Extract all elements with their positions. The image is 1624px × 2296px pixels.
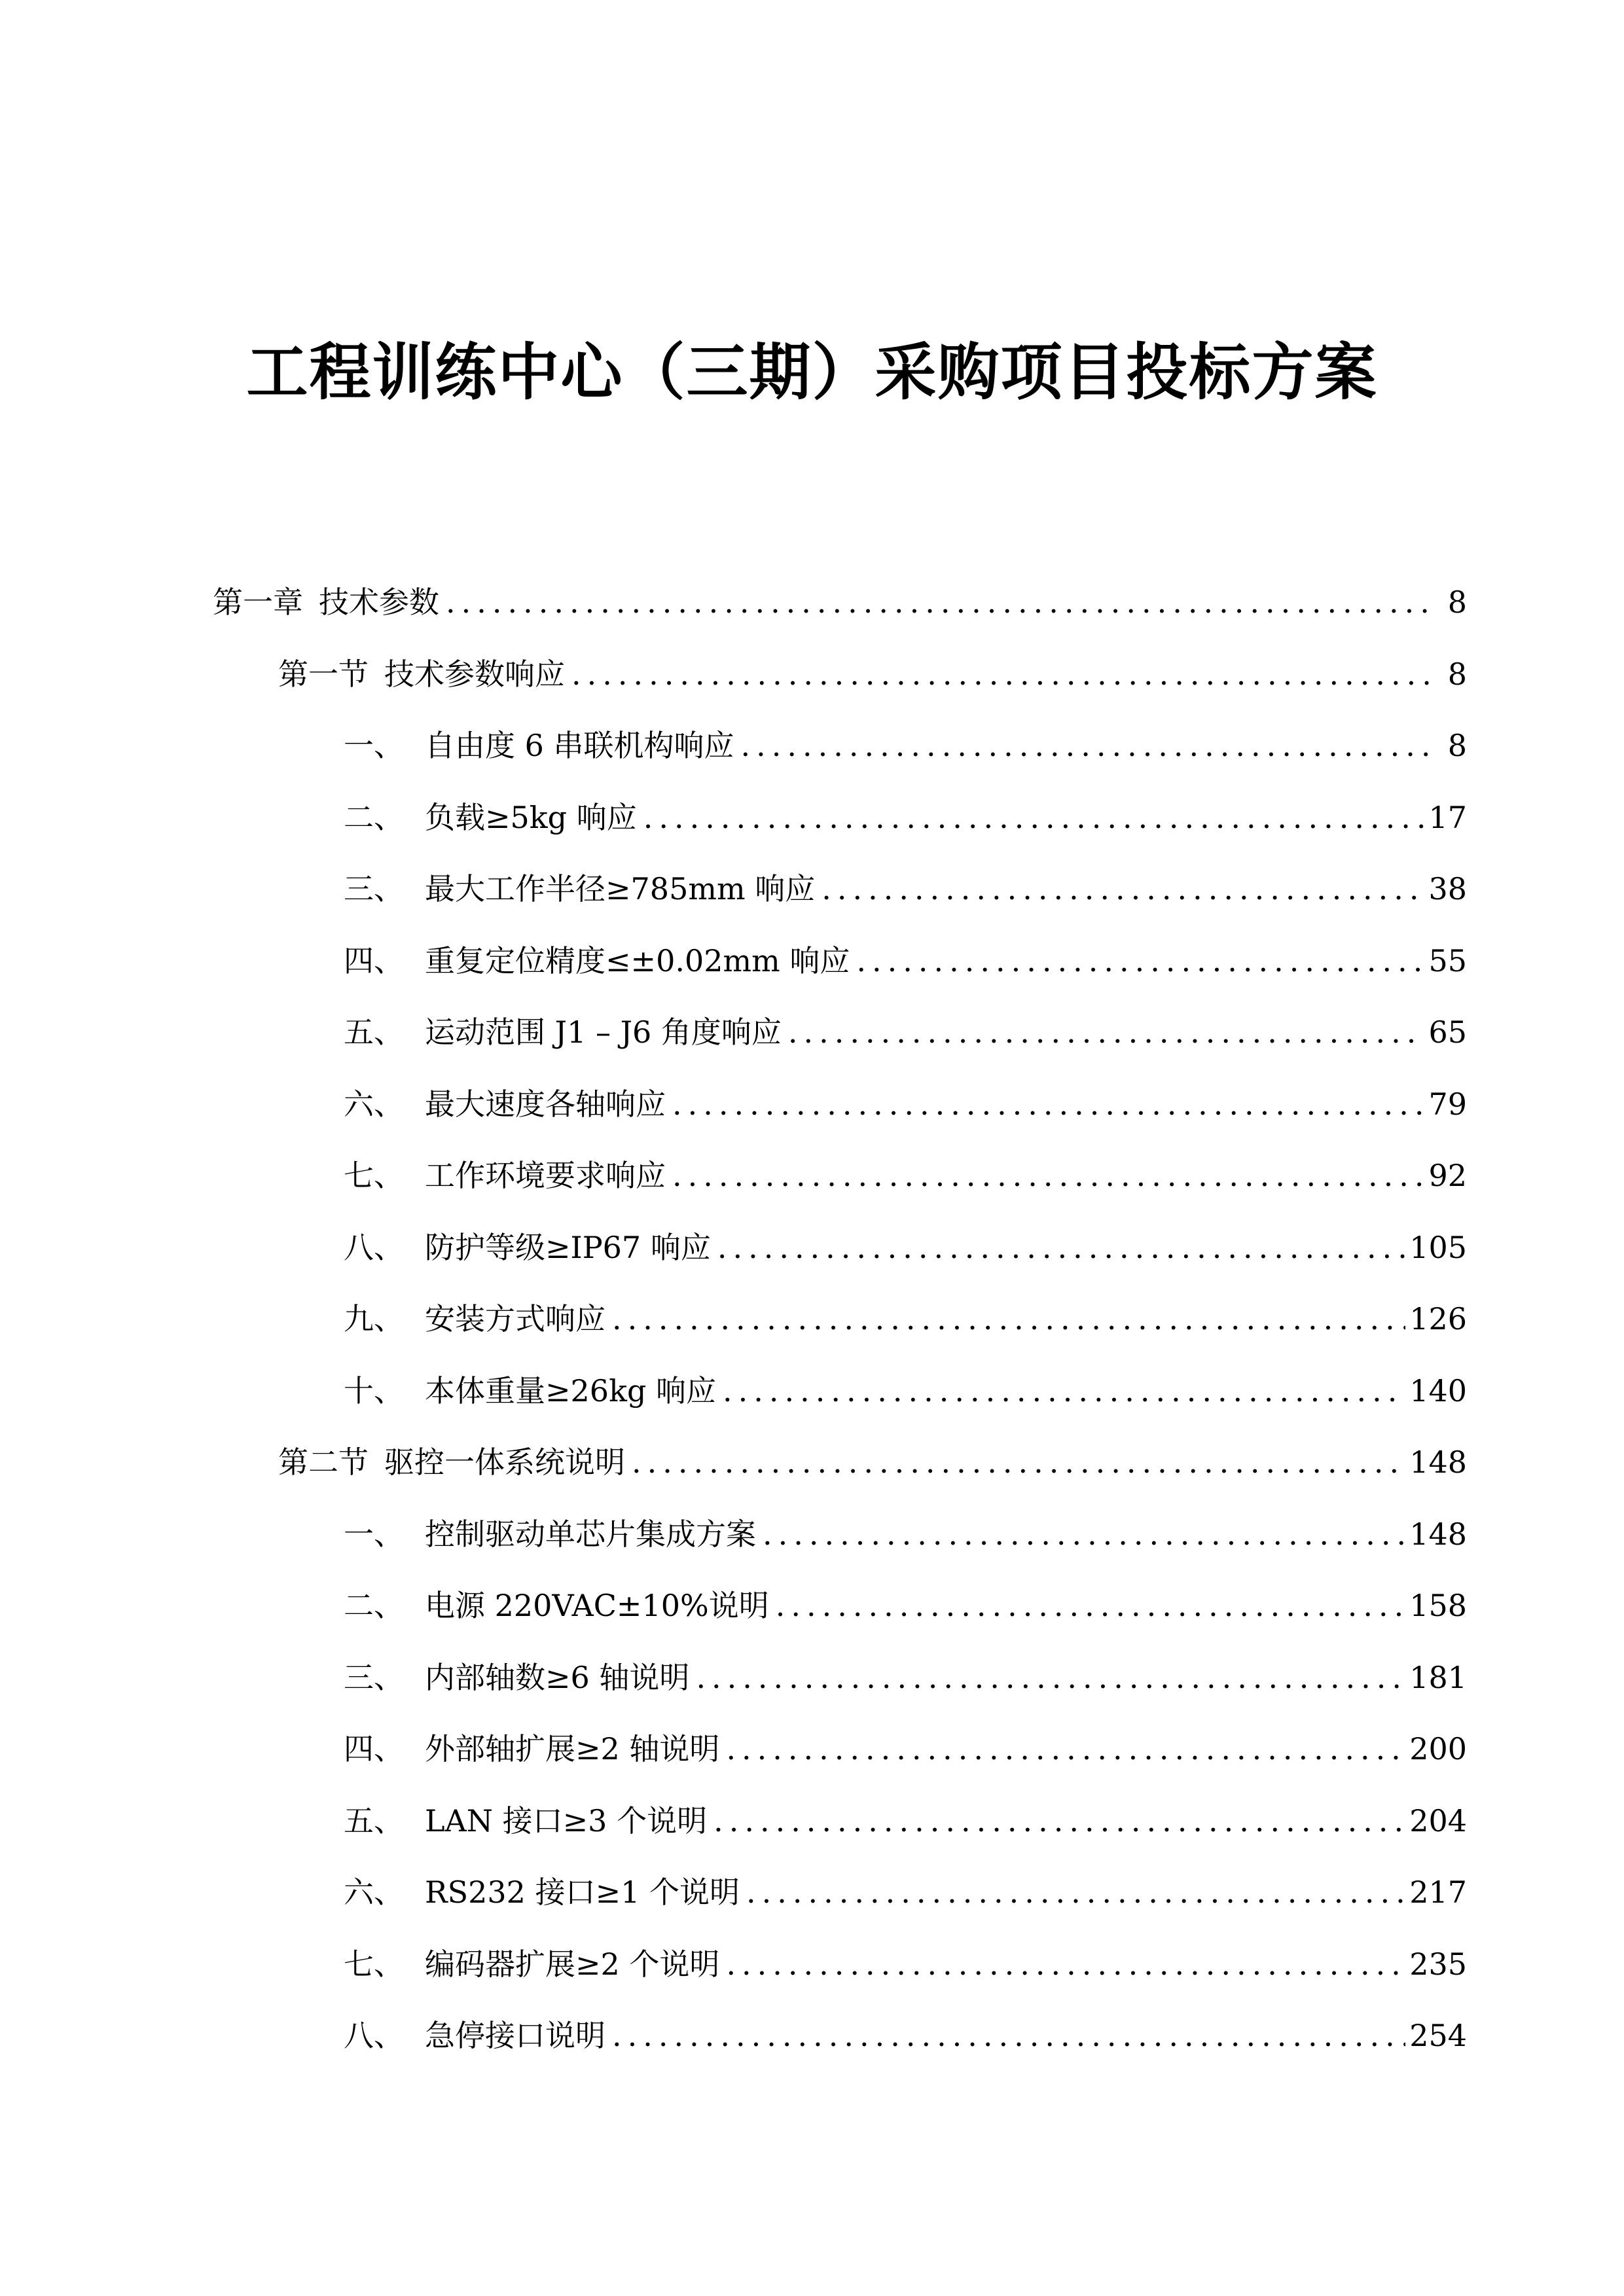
toc-entry-label: 防护等级≥IP67 响应 bbox=[425, 1229, 711, 1265]
toc-entry-label: 外部轴扩展≥2 轴说明 bbox=[425, 1731, 720, 1767]
toc-entry-number: 三、 bbox=[344, 871, 404, 906]
toc-entry-number: 一、 bbox=[344, 1516, 404, 1552]
toc-entry-number: 四、 bbox=[344, 1731, 404, 1767]
toc-leader-dots bbox=[672, 1149, 1424, 1202]
toc-entry-page: 140 bbox=[1409, 1372, 1467, 1408]
toc-entry-page: 55 bbox=[1428, 942, 1467, 978]
toc-entry-page: 92 bbox=[1428, 1158, 1467, 1193]
toc-entry[interactable] bbox=[344, 1078, 1467, 1130]
toc-entry-page: 8 bbox=[1447, 656, 1467, 692]
toc-leader-dots bbox=[643, 791, 1425, 844]
toc-entry-page: 8 bbox=[1447, 584, 1467, 620]
toc-entry-page: 105 bbox=[1409, 1229, 1467, 1265]
toc-leader-dots bbox=[746, 1866, 1405, 1918]
toc-entry-label: RS232 接口≥1 个说明 bbox=[425, 1874, 740, 1910]
toc-entry[interactable] bbox=[344, 1795, 1467, 1847]
toc-leader-dots bbox=[776, 1579, 1405, 1632]
toc-entry-page: 17 bbox=[1428, 799, 1467, 835]
toc-entry-label: 内部轴数≥6 轴说明 bbox=[425, 1659, 690, 1695]
toc-entry-number: 第一章 bbox=[213, 584, 303, 620]
toc-entry-label: 驱控一体系统说明 bbox=[384, 1444, 625, 1480]
toc-entry-page: 38 bbox=[1428, 871, 1467, 906]
toc-entry-label: 技术参数 bbox=[319, 584, 439, 620]
toc-entry-label: 工作环境要求响应 bbox=[425, 1158, 666, 1193]
toc-entry-label: 自由度 6 串联机构响应 bbox=[425, 728, 734, 763]
toc-entry-page: 8 bbox=[1447, 728, 1467, 763]
toc-leader-dots bbox=[612, 2009, 1405, 2062]
toc-entry-page: 200 bbox=[1409, 1731, 1467, 1767]
toc-entry-label: 最大速度各轴响应 bbox=[425, 1086, 666, 1122]
toc-leader-dots bbox=[741, 719, 1437, 772]
toc-entry-page: 181 bbox=[1409, 1659, 1467, 1695]
toc-entry[interactable] bbox=[344, 1365, 1467, 1417]
toc-entry-label: LAN 接口≥3 个说明 bbox=[425, 1803, 708, 1839]
toc-entry[interactable] bbox=[278, 1436, 1467, 1488]
toc-entry-number: 第二节 bbox=[278, 1444, 369, 1480]
toc-entry-number: 六、 bbox=[344, 1086, 404, 1122]
toc-entry-label: 控制驱动单芯片集成方案 bbox=[425, 1516, 756, 1552]
toc-entry[interactable] bbox=[344, 1723, 1467, 1775]
toc-entry[interactable] bbox=[344, 863, 1467, 915]
toc-leader-dots bbox=[726, 1938, 1405, 1990]
toc-entry-page: 204 bbox=[1409, 1803, 1467, 1839]
toc-leader-dots bbox=[723, 1365, 1405, 1417]
toc-entry-page: 217 bbox=[1409, 1874, 1467, 1910]
toc-entry-label: 负载≥5kg 响应 bbox=[425, 799, 637, 835]
toc-entry[interactable] bbox=[344, 2009, 1467, 2062]
toc-entry-number: 四、 bbox=[344, 942, 404, 978]
toc-entry-page: 158 bbox=[1409, 1588, 1467, 1623]
toc-entry-number: 七、 bbox=[344, 1946, 404, 1982]
toc-entry-label: 运动范围 J1 – J6 角度响应 bbox=[425, 1014, 782, 1050]
toc-entry[interactable] bbox=[344, 791, 1467, 844]
toc-leader-dots bbox=[763, 1508, 1405, 1560]
toc-entry-label: 最大工作半径≥785mm 响应 bbox=[425, 871, 816, 906]
toc-entry[interactable] bbox=[213, 576, 1467, 628]
toc-leader-dots bbox=[713, 1795, 1405, 1847]
toc-entry-number: 六、 bbox=[344, 1874, 404, 1910]
toc-entry-number: 五、 bbox=[344, 1014, 404, 1050]
toc-entry[interactable] bbox=[344, 1293, 1467, 1345]
toc-leader-dots bbox=[612, 1293, 1405, 1345]
toc-entry-number: 八、 bbox=[344, 2018, 404, 2053]
toc-entry-number: 八、 bbox=[344, 1229, 404, 1265]
toc-entry-label: 电源 220VAC±10%说明 bbox=[425, 1588, 769, 1623]
toc-entry[interactable] bbox=[344, 719, 1467, 772]
document-title: 工程训练中心（三期）采购项目投标方案 bbox=[246, 337, 1378, 408]
toc-entry-page: 126 bbox=[1409, 1301, 1467, 1336]
toc-entry[interactable] bbox=[344, 1149, 1467, 1202]
toc-leader-dots bbox=[788, 1006, 1425, 1058]
toc-leader-dots bbox=[821, 863, 1424, 915]
toc-entry-page: 65 bbox=[1428, 1014, 1467, 1050]
toc-entry[interactable] bbox=[344, 1508, 1467, 1560]
toc-entry[interactable] bbox=[344, 1221, 1467, 1274]
toc-entry[interactable] bbox=[278, 648, 1467, 700]
toc-leader-dots bbox=[696, 1651, 1405, 1704]
toc-leader-dots bbox=[717, 1221, 1405, 1274]
toc-leader-dots bbox=[726, 1723, 1405, 1775]
toc-entry-number: 十、 bbox=[344, 1372, 404, 1408]
toc-leader-dots bbox=[856, 935, 1424, 987]
toc-leader-dots bbox=[571, 648, 1437, 700]
toc-entry-label: 安装方式响应 bbox=[425, 1301, 605, 1336]
toc-entry-number: 一、 bbox=[344, 728, 404, 763]
toc-entry-page: 235 bbox=[1409, 1946, 1467, 1982]
toc-entry-number: 五、 bbox=[344, 1803, 404, 1839]
toc-entry-label: 本体重量≥26kg 响应 bbox=[425, 1372, 717, 1408]
toc-entry-page: 254 bbox=[1409, 2018, 1467, 2053]
toc-entry[interactable] bbox=[344, 1866, 1467, 1918]
toc-entry-label: 重复定位精度≤±0.02mm 响应 bbox=[425, 942, 850, 978]
toc-entry-number: 二、 bbox=[344, 1588, 404, 1623]
toc-entry[interactable] bbox=[344, 1651, 1467, 1704]
toc-entry-label: 编码器扩展≥2 个说明 bbox=[425, 1946, 720, 1982]
toc-entry[interactable] bbox=[344, 1579, 1467, 1632]
toc-entry-number: 七、 bbox=[344, 1158, 404, 1193]
toc-entry-number: 三、 bbox=[344, 1659, 404, 1695]
toc-entry[interactable] bbox=[344, 935, 1467, 987]
toc-entry[interactable] bbox=[344, 1006, 1467, 1058]
toc-leader-dots bbox=[672, 1078, 1424, 1130]
toc-entry-label: 急停接口说明 bbox=[425, 2018, 605, 2053]
toc-entry-number: 二、 bbox=[344, 799, 404, 835]
toc-entry-page: 148 bbox=[1409, 1444, 1467, 1480]
toc-entry-page: 148 bbox=[1409, 1516, 1467, 1552]
toc-entry-page: 79 bbox=[1428, 1086, 1467, 1122]
toc-leader-dots bbox=[632, 1436, 1405, 1488]
toc-entry-number: 九、 bbox=[344, 1301, 404, 1336]
toc-entry-label: 技术参数响应 bbox=[384, 656, 565, 692]
toc-entry[interactable] bbox=[344, 1938, 1467, 1990]
toc-leader-dots bbox=[446, 576, 1437, 628]
toc-entry-number: 第一节 bbox=[278, 656, 369, 692]
